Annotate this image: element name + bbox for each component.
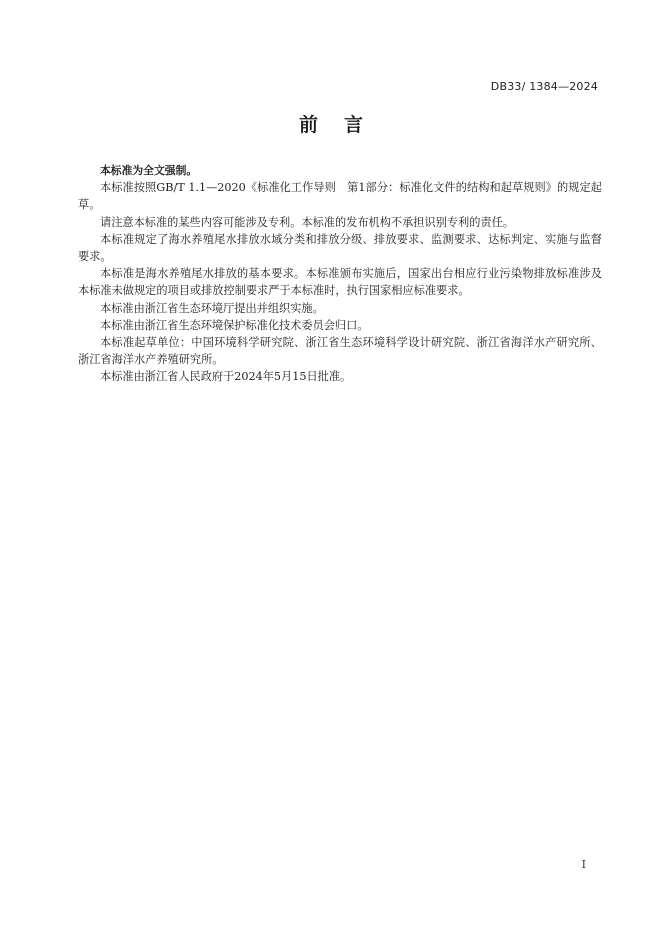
paragraph-mandatory-statement: 本标准为全文强制。 bbox=[100, 164, 198, 177]
page-title: 前言 bbox=[298, 114, 389, 136]
foreword-body bbox=[78, 162, 602, 386]
page-number: I bbox=[581, 858, 586, 871]
paragraph-basic-requirements: 本标准是海水养殖尾水排放的基本要求。本标准颁布实施后，国家出台相应行业污染物排放标准涉及本标准未做规定的项目或排放控制要求严于本标准时，执行国家相应标准要求。 bbox=[78, 267, 602, 298]
paragraph-drafting-units: 本标准起草单位：中国环境科学研究院、浙江省生态环境科学设计研究院、浙江省海洋水产研究所、浙江省海洋水产养殖研究所。 bbox=[78, 336, 602, 367]
paragraph-drafting-rules: 本标准按照GB/T 1.1—2020《标准化工作导则 第1部分：标准化文件的结构和起草规则》的规定起草。 bbox=[78, 181, 602, 212]
paragraph-approval: 本标准由浙江省人民政府于2024年5月15日批准。 bbox=[100, 370, 352, 384]
paragraph-patent-notice: 请注意本标准的某些内容可能涉及专利。本标准的发布机构不承担识别专利的责任。 bbox=[100, 215, 514, 229]
paragraph-technical-committee: 本标准由浙江省生态环境保护标准化技术委员会归口。 bbox=[100, 318, 369, 332]
document-id: DB33/ 1384—2024 bbox=[490, 80, 598, 93]
paragraph-proposer: 本标准由浙江省生态环境厅提出并组织实施。 bbox=[100, 301, 324, 315]
paragraph-scope: 本标准规定了海水养殖尾水排放水域分类和排放分级、排放要求、监测要求、达标判定、实施与监督要求。 bbox=[78, 232, 602, 264]
